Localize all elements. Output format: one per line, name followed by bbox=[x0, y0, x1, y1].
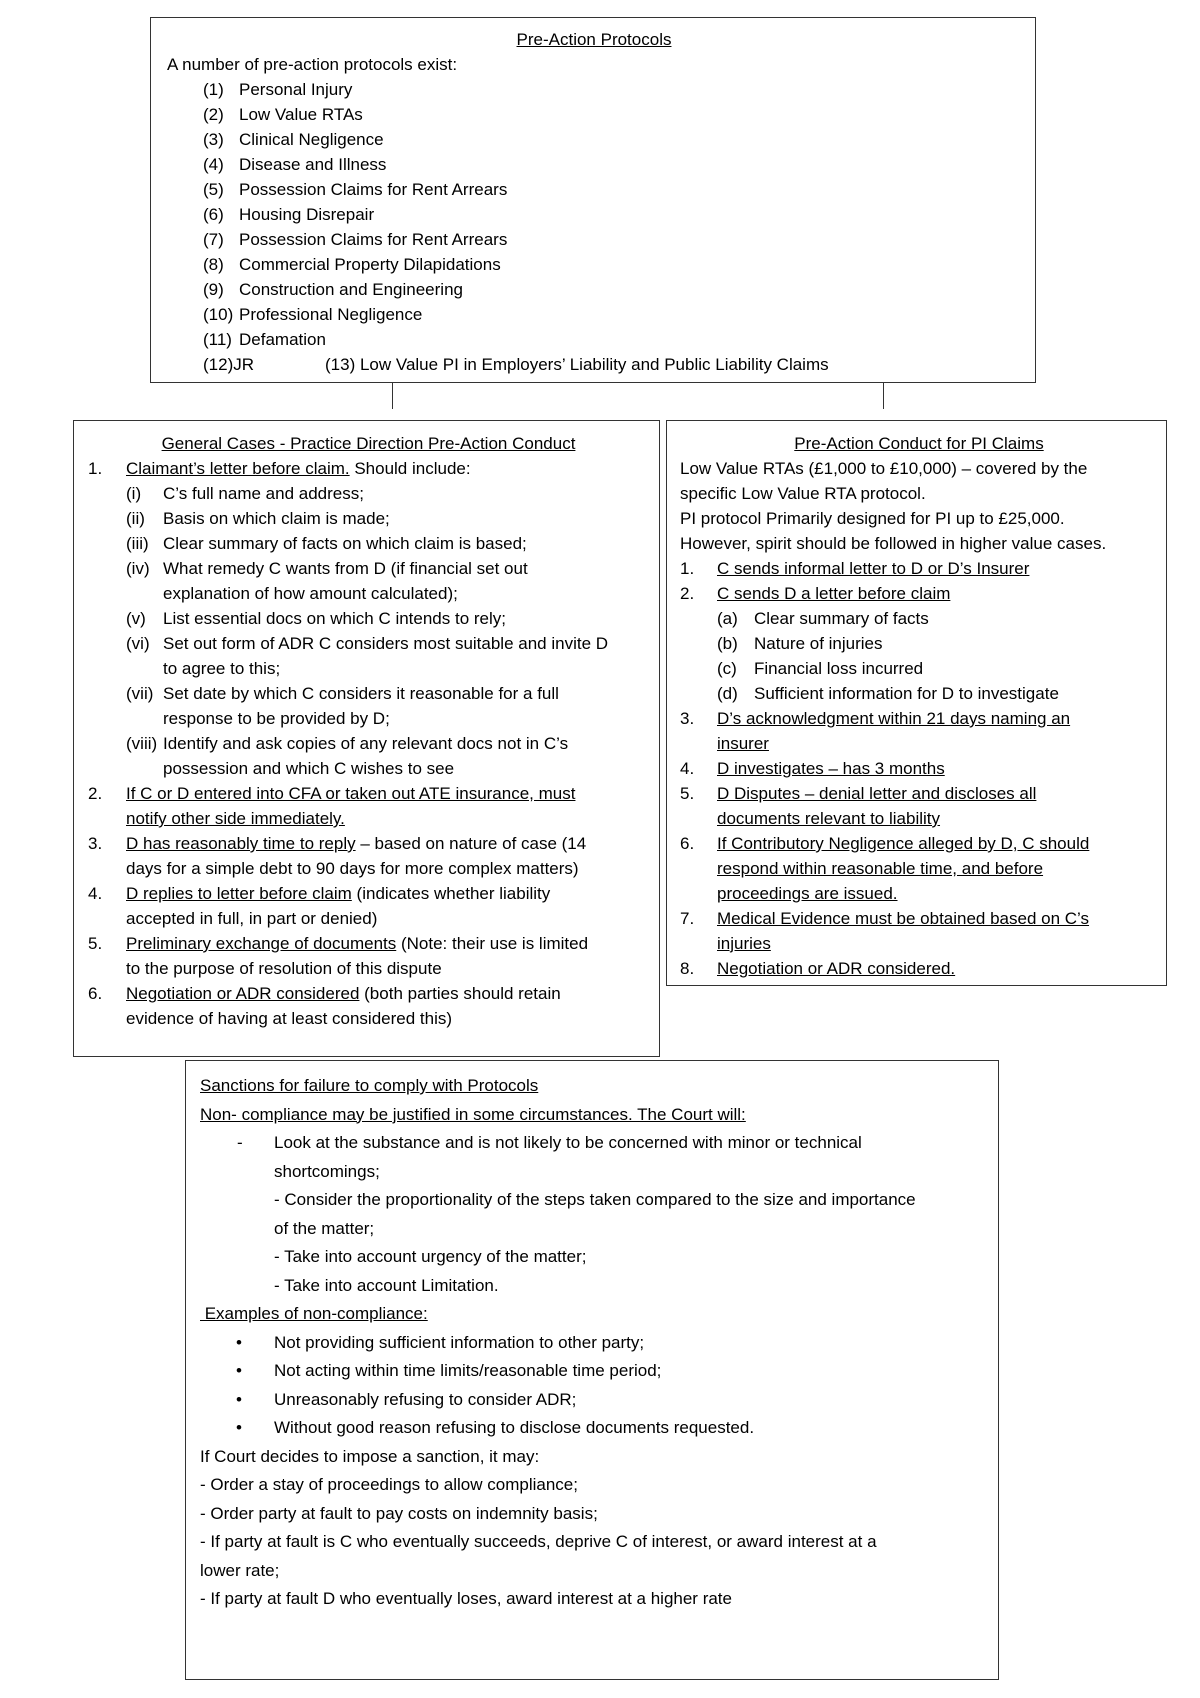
general-subitem bbox=[126, 731, 649, 781]
protocol-item bbox=[203, 127, 1021, 152]
general-subitem bbox=[126, 531, 649, 556]
pi-step bbox=[680, 556, 1158, 581]
protocol-item-label: Disease and Illness bbox=[239, 155, 387, 174]
protocol-item bbox=[203, 77, 1021, 102]
general-step-2-line-1: If C or D entered into CFA or taken out ATE insurance, must bbox=[126, 784, 576, 803]
protocol-item-num: (6) bbox=[203, 205, 224, 224]
general-step-6 bbox=[88, 981, 649, 1031]
general-step-5-underlined: Preliminary exchange of documents bbox=[126, 934, 397, 953]
general-step-5-rest: (Note: their use is limited bbox=[396, 934, 589, 953]
court-will-line-2: shortcomings; bbox=[274, 1161, 380, 1181]
general-subitem bbox=[126, 481, 649, 506]
general-step-3-line-2: days for a simple debt to 90 days for more complex matters) bbox=[126, 859, 579, 878]
bullet-icon: • bbox=[236, 1332, 242, 1352]
general-subitem-line: List essential docs on which C intends to rely; bbox=[163, 609, 507, 628]
protocol-item-num: (3) bbox=[203, 130, 224, 149]
protocol-item-num: (2) bbox=[203, 105, 224, 124]
pi-step-line: If Contributory Negligence alleged by D, C should bbox=[717, 834, 1090, 853]
pi-subitem bbox=[717, 681, 1158, 706]
general-step-3 bbox=[88, 831, 649, 881]
general-step-4-line-2: accepted in full, in part or denied) bbox=[126, 909, 378, 928]
example-item bbox=[200, 1386, 988, 1415]
general-subitem-num: (i) bbox=[126, 484, 142, 503]
impose-item: - Order party at fault to pay costs on indemnity basis; bbox=[200, 1503, 598, 1523]
pi-step-line: Medical Evidence must be obtained based on C’s bbox=[717, 909, 1090, 928]
pi-claims-title: Pre-Action Conduct for PI Claims bbox=[794, 434, 1044, 453]
general-subitem bbox=[126, 681, 649, 731]
pi-step bbox=[680, 831, 1158, 906]
pi-step-line: Negotiation or ADR considered. bbox=[717, 959, 956, 978]
general-step-6-underlined: Negotiation or ADR considered bbox=[126, 984, 360, 1003]
pi-intro-line: specific Low Value RTA protocol. bbox=[680, 484, 926, 503]
protocol-item-label: Possession Claims for Rent Arrears bbox=[239, 230, 508, 249]
protocol-item bbox=[203, 177, 1021, 202]
general-subitem-line: Set date by which C considers it reasonable for a full bbox=[163, 684, 559, 703]
bullet-icon: • bbox=[236, 1389, 242, 1409]
pi-subitem-num: (c) bbox=[717, 659, 737, 678]
general-subitem-line: C’s full name and address; bbox=[163, 484, 364, 503]
general-step-1-rest: Should include: bbox=[349, 459, 471, 478]
connector-left bbox=[392, 382, 393, 409]
general-step-5 bbox=[88, 931, 649, 981]
example-text: Unreasonably refusing to consider ADR; bbox=[274, 1389, 577, 1409]
general-step-4 bbox=[88, 881, 649, 931]
protocol-item-label: Clinical Negligence bbox=[239, 130, 384, 149]
general-step-5-line-2: to the purpose of resolution of this dispute bbox=[126, 959, 442, 978]
protocol-item-num: (7) bbox=[203, 230, 224, 249]
pi-subitem-label: Sufficient information for D to investigate bbox=[754, 684, 1059, 703]
pi-step-line: injuries bbox=[717, 934, 771, 953]
pi-step-num: 5. bbox=[680, 784, 695, 803]
pi-step-line: proceedings are issued. bbox=[717, 884, 898, 903]
pi-step bbox=[680, 781, 1158, 831]
pi-step-num: 2. bbox=[680, 584, 695, 603]
general-subitem-num: (vii) bbox=[126, 684, 154, 703]
general-step-6-rest: (both parties should retain bbox=[359, 984, 561, 1003]
protocol-item-13: (13) Low Value PI in Employers’ Liability and Public Liability Claims bbox=[325, 355, 829, 374]
general-step-4-rest: (indicates whether liability bbox=[351, 884, 551, 903]
protocol-item bbox=[203, 277, 1021, 302]
general-subitem-line: Set out form of ADR C considers most suitable and invite D bbox=[163, 634, 609, 653]
general-subitem-line: possession and which C wishes to see bbox=[163, 759, 455, 778]
protocol-item-label: Possession Claims for Rent Arrears bbox=[239, 180, 508, 199]
general-step-6-num: 6. bbox=[88, 984, 103, 1003]
pi-claims-sublist bbox=[680, 606, 1158, 706]
pi-subitem-label: Financial loss incurred bbox=[754, 659, 924, 678]
pi-subitem bbox=[717, 656, 1158, 681]
protocol-item-num: (10) bbox=[203, 305, 234, 324]
protocol-item-label: Housing Disrepair bbox=[239, 205, 375, 224]
court-will-line-5: - Take into account urgency of the matter; bbox=[274, 1247, 587, 1266]
pi-step-line: D’s acknowledgment within 21 days naming an bbox=[717, 709, 1071, 728]
pi-step bbox=[680, 756, 1158, 781]
general-step-2-num: 2. bbox=[88, 784, 103, 803]
bullet-icon: • bbox=[236, 1361, 242, 1380]
protocol-item-label: Construction and Engineering bbox=[239, 280, 463, 299]
protocols-intro: A number of pre-action protocols exist: bbox=[167, 55, 458, 74]
court-will-line-4: of the matter; bbox=[274, 1218, 375, 1238]
general-subitem bbox=[126, 556, 649, 606]
bullet-icon: • bbox=[236, 1418, 242, 1437]
general-step-4-underlined: D replies to letter before claim bbox=[126, 884, 352, 903]
protocol-item-label: Professional Negligence bbox=[239, 305, 423, 324]
court-will-list bbox=[200, 1129, 988, 1300]
pi-subitem-num: (d) bbox=[717, 684, 738, 703]
general-step-1 bbox=[88, 456, 649, 481]
general-subitem bbox=[126, 606, 649, 631]
pi-step-line: C sends informal letter to D or D’s Insurer bbox=[717, 559, 1030, 578]
pi-claims-steps bbox=[680, 556, 1158, 606]
pi-claims-steps-continued bbox=[680, 706, 1158, 981]
general-subitem-line: response to be provided by D; bbox=[163, 709, 390, 728]
pi-step-line: insurer bbox=[717, 734, 769, 753]
sanctions-title: Sanctions for failure to comply with Protocols bbox=[200, 1076, 539, 1095]
protocol-item-num: (8) bbox=[203, 255, 224, 274]
pi-step bbox=[680, 706, 1158, 756]
general-step-2 bbox=[88, 781, 649, 831]
example-text: Not acting within time limits/reasonable time period; bbox=[274, 1361, 662, 1380]
general-subitem-num: (iii) bbox=[126, 534, 149, 553]
pi-step-line: documents relevant to liability bbox=[717, 809, 941, 828]
general-step-1-sublist bbox=[88, 481, 649, 781]
example-text: Without good reason refusing to disclose documents requested. bbox=[274, 1418, 755, 1437]
pi-intro-line: Low Value RTAs (£1,000 to £10,000) – covered by the bbox=[680, 459, 1088, 478]
example-item bbox=[200, 1357, 988, 1386]
protocol-item-label: Defamation bbox=[239, 330, 326, 349]
pi-subitem-label: Clear summary of facts bbox=[754, 609, 929, 628]
impose-item: lower rate; bbox=[200, 1560, 280, 1580]
pi-step-num: 3. bbox=[680, 709, 695, 728]
general-step-1-underlined: Claimant’s letter before claim. bbox=[126, 459, 350, 478]
protocol-item-num: (4) bbox=[203, 155, 224, 174]
general-cases-box bbox=[73, 420, 660, 1057]
general-step-4-num: 4. bbox=[88, 884, 103, 903]
protocol-item-num: (5) bbox=[203, 180, 224, 199]
pi-step-line: respond within reasonable time, and before bbox=[717, 859, 1044, 878]
example-item bbox=[200, 1329, 988, 1358]
protocol-item bbox=[203, 227, 1021, 252]
protocols-box bbox=[150, 17, 1036, 383]
pi-intro-line: PI protocol Primarily designed for PI up to £25,000. bbox=[680, 509, 1065, 528]
general-subitem-line: Identify and ask copies of any relevant docs not in C’s bbox=[163, 734, 569, 753]
general-subitem-line: What remedy C wants from D (if financial set out bbox=[163, 559, 528, 578]
general-step-3-num: 3. bbox=[88, 834, 103, 853]
pi-intro-line: However, spirit should be followed in higher value cases. bbox=[680, 534, 1107, 553]
pi-subitem-label: Nature of injuries bbox=[754, 634, 883, 653]
pi-step-num: 1. bbox=[680, 559, 695, 578]
protocol-item-num: (9) bbox=[203, 280, 224, 299]
pi-step-num: 8. bbox=[680, 959, 695, 978]
pi-claims-box bbox=[666, 420, 1167, 986]
general-step-3-underlined: D has reasonably time to reply bbox=[126, 834, 356, 853]
pi-subitem bbox=[717, 631, 1158, 656]
general-step-1-num: 1. bbox=[88, 459, 103, 478]
general-subitem bbox=[126, 506, 649, 531]
pi-step-num: 7. bbox=[680, 909, 695, 928]
protocol-item-num: (11) bbox=[203, 330, 232, 349]
protocol-item bbox=[203, 327, 1021, 352]
general-subitem-num: (viii) bbox=[126, 734, 158, 753]
pi-step bbox=[680, 906, 1158, 956]
pi-step bbox=[680, 956, 1158, 981]
protocols-title: Pre-Action Protocols bbox=[516, 30, 672, 49]
sanctions-subtitle: Non- compliance may be justified in some circumstances. The Court will: bbox=[200, 1104, 746, 1124]
general-step-6-line-2: evidence of having at least considered this) bbox=[126, 1009, 453, 1028]
pi-claims-intro bbox=[680, 456, 1158, 556]
general-subitem-line: Basis on which claim is made; bbox=[163, 509, 390, 528]
impose-item: - Order a stay of proceedings to allow compliance; bbox=[200, 1475, 578, 1494]
general-subitem bbox=[126, 631, 649, 681]
pi-step bbox=[680, 581, 1158, 606]
protocol-item bbox=[203, 252, 1021, 277]
protocols-last-row bbox=[167, 352, 1021, 377]
protocol-item bbox=[203, 102, 1021, 127]
general-subitem-line: explanation of how amount calculated); bbox=[163, 584, 458, 603]
protocol-item-12: (12)JR bbox=[203, 355, 255, 374]
impose-item: - If party at fault is C who eventually succeeds, deprive C of interest, or award interest at a bbox=[200, 1532, 877, 1551]
protocol-item-label: Commercial Property Dilapidations bbox=[239, 255, 501, 274]
pi-step-line: D Disputes – denial letter and discloses all bbox=[717, 784, 1037, 803]
general-step-3-rest: – based on nature of case (14 bbox=[355, 834, 587, 853]
pi-step-line: C sends D a letter before claim bbox=[717, 584, 951, 603]
general-subitem-num: (ii) bbox=[126, 509, 145, 528]
protocol-item bbox=[203, 302, 1021, 327]
pi-step-num: 6. bbox=[680, 834, 695, 853]
pi-step-num: 4. bbox=[680, 759, 695, 778]
general-subitem-num: (vi) bbox=[126, 634, 150, 653]
general-cases-title: General Cases - Practice Direction Pre-Action Conduct bbox=[161, 434, 576, 453]
general-subitem-line: Clear summary of facts on which claim is based; bbox=[163, 534, 527, 553]
connector-right bbox=[883, 382, 884, 409]
pi-subitem bbox=[717, 606, 1158, 631]
impose-title: If Court decides to impose a sanction, it may: bbox=[200, 1446, 540, 1466]
protocol-item-num: (1) bbox=[203, 80, 224, 99]
protocol-item-label: Personal Injury bbox=[239, 80, 353, 99]
pi-subitem-num: (a) bbox=[717, 609, 738, 628]
protocol-item bbox=[203, 152, 1021, 177]
protocols-list bbox=[167, 77, 1021, 352]
impose-list bbox=[200, 1471, 988, 1614]
examples-list bbox=[200, 1329, 988, 1443]
general-step-2-line-2: notify other side immediately. bbox=[126, 809, 345, 828]
protocol-item-label: Low Value RTAs bbox=[239, 105, 363, 124]
general-step-5-num: 5. bbox=[88, 934, 103, 953]
general-subitem-num: (iv) bbox=[126, 559, 150, 578]
court-will-line-3: - Consider the proportionality of the steps taken compared to the size and importance bbox=[274, 1190, 916, 1209]
protocol-item bbox=[203, 202, 1021, 227]
pi-step-line: D investigates – has 3 months bbox=[717, 759, 945, 778]
court-will-line-6: - Take into account Limitation. bbox=[274, 1275, 499, 1295]
general-subitem-line: to agree to this; bbox=[163, 659, 281, 678]
sanctions-box bbox=[185, 1060, 999, 1680]
pi-subitem-num: (b) bbox=[717, 634, 738, 653]
court-will-dash: - bbox=[237, 1133, 243, 1152]
impose-item: - If party at fault D who eventually loses, award interest at a higher rate bbox=[200, 1589, 732, 1608]
examples-title: Examples of non-compliance: bbox=[200, 1304, 428, 1323]
general-subitem-num: (v) bbox=[126, 609, 146, 628]
example-item bbox=[200, 1414, 988, 1443]
court-will-line-1: Look at the substance and is not likely to be concerned with minor or technical bbox=[274, 1133, 862, 1152]
example-text: Not providing sufficient information to other party; bbox=[274, 1332, 645, 1352]
